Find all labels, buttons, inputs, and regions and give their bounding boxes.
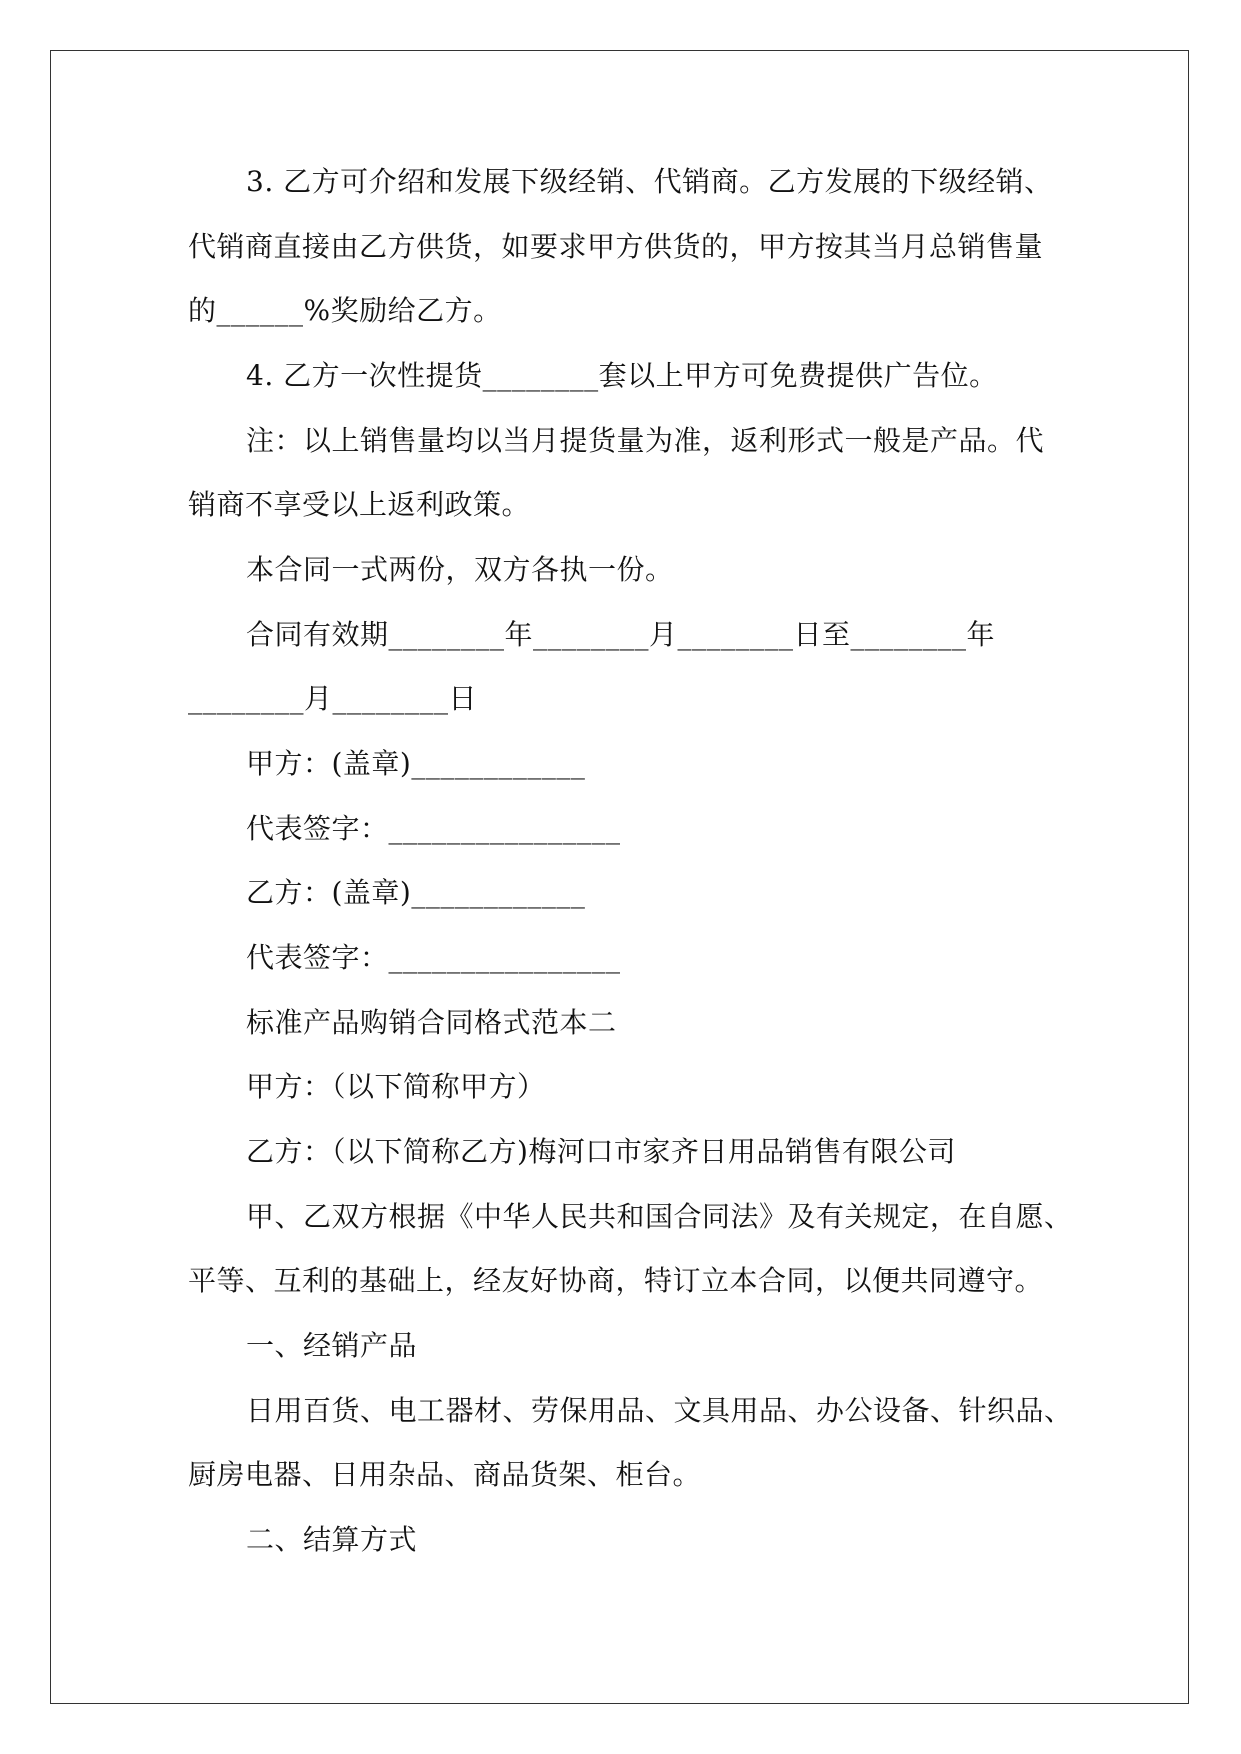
party-b-line: 乙方：（以下简称乙方)梅河口市家齐日用品销售有限公司 [246,1135,956,1168]
clause-4: 4. 乙方一次性提货________套以上甲方可免费提供广告位。 [246,359,998,392]
clause-3-line-3: 的______%奖励给乙方。 [188,294,502,327]
clause-3-line-2: 代销商直接由乙方供货，如要求甲方供货的，甲方按其当月总销售量 [188,230,1044,263]
products-line-1: 日用百货、电工器材、劳保用品、文具用品、办公设备、针织品、 [246,1394,1073,1427]
preamble-line-2: 平等、互利的基础上，经友好协商，特订立本合同，以便共同遵守。 [188,1264,1044,1297]
section-title: 标准产品购销合同格式范本二 [246,1006,617,1039]
preamble-line-1: 甲、乙双方根据《中华人民共和国合同法》及有关规定，在自愿、 [246,1200,1073,1233]
party-a-seal: 甲方：(盖章)____________ [246,747,586,780]
validity-line-1: 合同有效期________年________月________日至________年 [246,618,996,651]
heading-products: 一、经销产品 [246,1329,418,1362]
party-b-seal: 乙方：(盖章)____________ [246,876,586,909]
note-line-1: 注：以上销售量均以当月提货量为准，返利形式一般是产品。代 [246,424,1045,457]
note-line-2: 销商不享受以上返利政策。 [188,488,531,521]
clause-3-line-1: 3. 乙方可介绍和发展下级经销、代销商。乙方发展的下级经销、 [246,165,1053,198]
products-line-2: 厨房电器、日用杂品、商品货架、柜台。 [188,1458,702,1491]
validity-line-2: ________月________日 [188,682,478,715]
copies-clause: 本合同一式两份，双方各执一份。 [246,553,674,586]
party-b-signature: 代表签字：________________ [246,941,621,974]
heading-settlement: 二、结算方式 [246,1523,418,1556]
party-a-signature: 代表签字：________________ [246,812,621,845]
party-a-line: 甲方：（以下简称甲方） [246,1070,546,1103]
